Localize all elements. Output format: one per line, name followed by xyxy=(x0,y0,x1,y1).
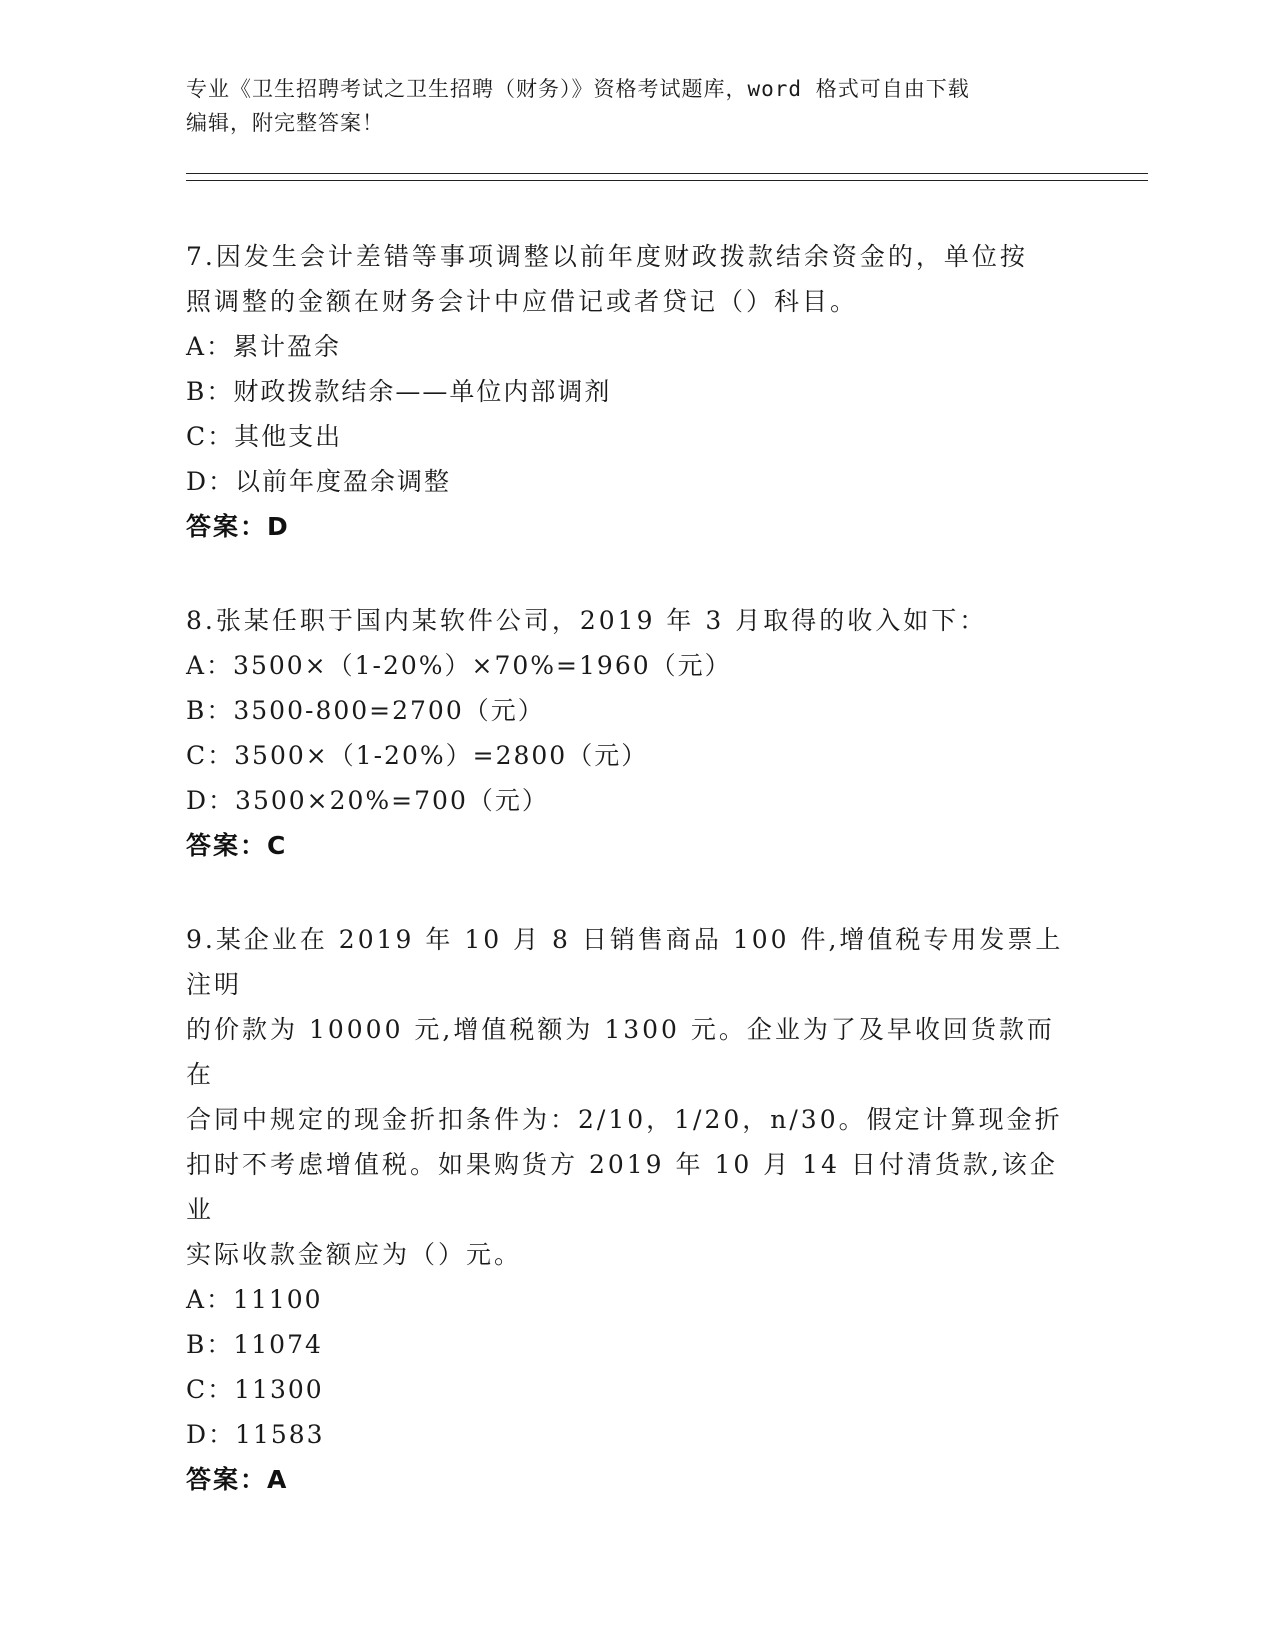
header-divider-top xyxy=(186,173,1148,174)
question-7 xyxy=(186,234,1066,549)
option-c: C：其他支出 xyxy=(186,422,343,451)
option-d: D：以前年度盈余调整 xyxy=(186,467,452,496)
option-a: A：11100 xyxy=(186,1285,323,1314)
option-b: B：11074 xyxy=(186,1330,323,1359)
question-stem-line: 的价款为 10000 元,增值税额为 1300 元。企业为了及早收回货款而在 xyxy=(186,1015,1055,1089)
header-divider-bottom xyxy=(186,180,1148,181)
option-a: A：3500×（1-20%）×70%=1960（元） xyxy=(186,651,732,680)
document-header xyxy=(186,72,1066,140)
option-c: C：3500×（1-20%）=2800（元） xyxy=(186,741,649,770)
header-line-2: 编辑，附完整答案！ xyxy=(186,111,384,135)
header-line-1: 专业《卫生招聘考试之卫生招聘（财务）》资格考试题库，word 格式可自由下载 xyxy=(186,77,970,101)
option-d: D：3500×20%=700（元） xyxy=(186,786,549,815)
option-b: B：3500-800=2700（元） xyxy=(186,696,545,725)
answer-label: 答案：D xyxy=(186,512,290,541)
option-a: A：累计盈余 xyxy=(186,332,342,361)
option-d: D：11583 xyxy=(186,1420,325,1449)
question-stem-line: 合同中规定的现金折扣条件为：2/10，1/20，n/30。假定计算现金折 xyxy=(186,1105,1063,1134)
question-stem-line: 9.某企业在 2019 年 10 月 8 日销售商品 100 件,增值税专用发票上注明 xyxy=(186,925,1064,999)
answer-label: 答案：C xyxy=(186,831,288,860)
question-stem-line: 实际收款金额应为（）元。 xyxy=(186,1240,523,1269)
question-9 xyxy=(186,917,1066,1502)
question-stem-line: 照调整的金额在财务会计中应借记或者贷记（）科目。 xyxy=(186,287,859,316)
answer-label: 答案：A xyxy=(186,1465,289,1494)
question-stem-line: 8.张某任职于国内某软件公司，2019 年 3 月取得的收入如下： xyxy=(186,606,988,635)
question-stem-line: 7.因发生会计差错等事项调整以前年度财政拨款结余资金的，单位按 xyxy=(186,242,1028,271)
question-stem-line: 扣时不考虑增值税。如果购货方 2019 年 10 月 14 日付清货款,该企业 xyxy=(186,1150,1058,1224)
option-c: C：11300 xyxy=(186,1375,324,1404)
question-8 xyxy=(186,598,1066,868)
option-b: B：财政拨款结余——单位内部调剂 xyxy=(186,377,612,406)
